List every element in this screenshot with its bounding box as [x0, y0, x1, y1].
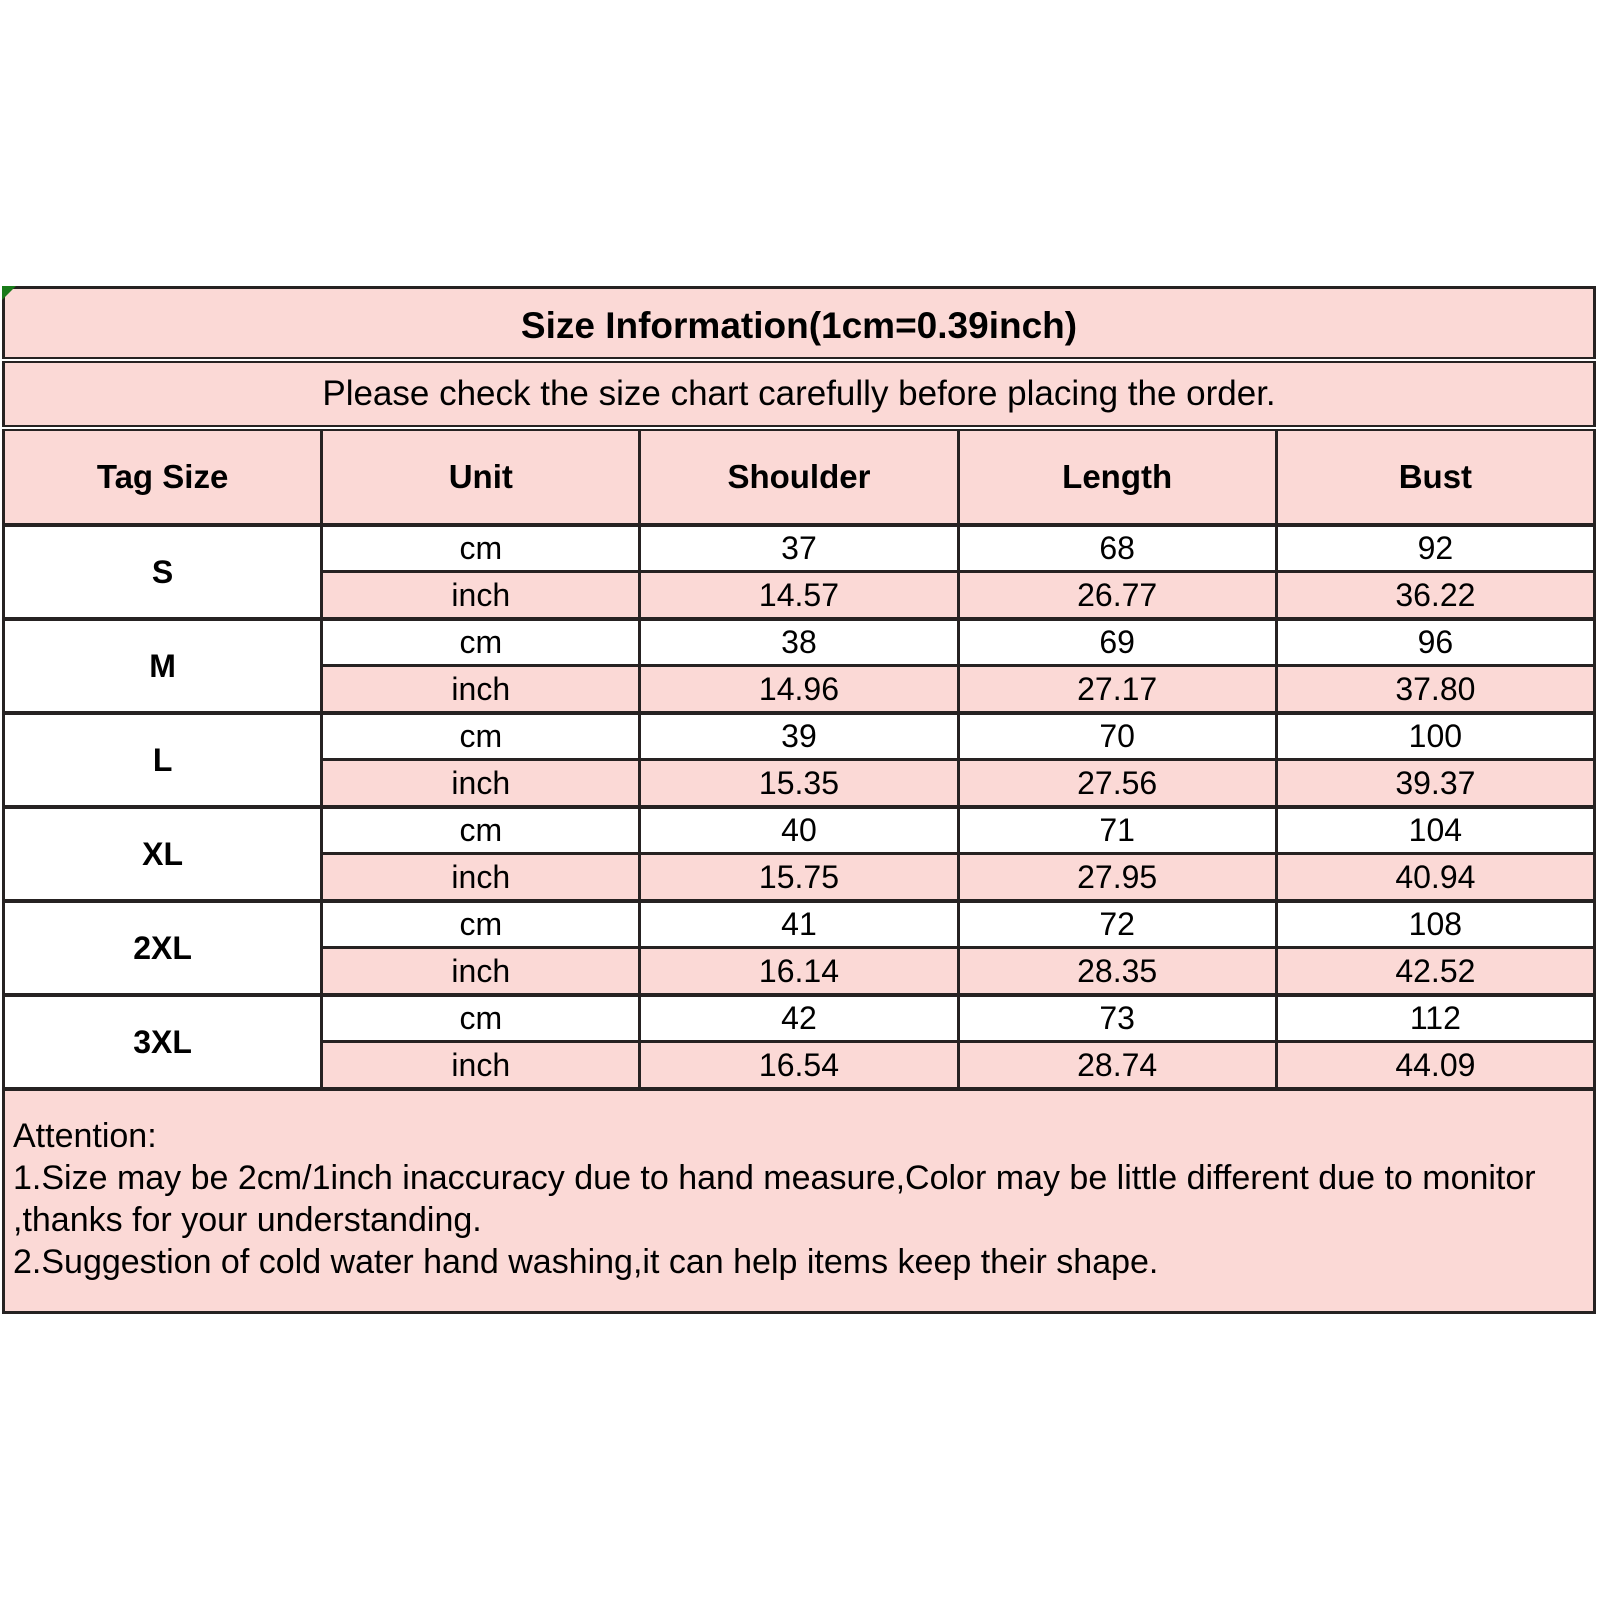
value-cell: 72	[958, 901, 1276, 948]
size-chart-table	[2, 286, 1596, 1314]
table-row	[4, 807, 1595, 854]
value-cell: 96	[1276, 619, 1594, 666]
unit-cell: inch	[322, 948, 640, 996]
value-cell: 68	[958, 525, 1276, 572]
green-corner-marker-icon	[2, 286, 16, 300]
tag-size-cell: XL	[4, 807, 322, 901]
unit-cell: cm	[322, 807, 640, 854]
value-cell: 39.37	[1276, 760, 1594, 808]
unit-cell: cm	[322, 995, 640, 1042]
value-cell: 40	[640, 807, 958, 854]
value-cell: 112	[1276, 995, 1594, 1042]
value-cell: 100	[1276, 713, 1594, 760]
table-row	[4, 901, 1595, 948]
value-cell: 28.74	[958, 1042, 1276, 1090]
unit-cell: inch	[322, 760, 640, 808]
value-cell: 41	[640, 901, 958, 948]
value-cell: 42	[640, 995, 958, 1042]
value-cell: 44.09	[1276, 1042, 1594, 1090]
value-cell: 92	[1276, 525, 1594, 572]
attention-line: 1.Size may be 2cm/1inch inaccuracy due to hand measure,Color may be little different due to monitor	[13, 1159, 1536, 1197]
table-row	[4, 713, 1595, 760]
table-row	[4, 619, 1595, 666]
table-title-row	[4, 288, 1595, 361]
column-header-length: Length	[958, 428, 1276, 525]
value-cell: 27.17	[958, 666, 1276, 714]
value-cell: 40.94	[1276, 854, 1594, 902]
tag-size-cell: M	[4, 619, 322, 713]
value-cell: 104	[1276, 807, 1594, 854]
attention-line: ,thanks for your understanding.	[13, 1201, 482, 1239]
attention-note	[4, 1089, 1595, 1313]
value-cell: 42.52	[1276, 948, 1594, 996]
value-cell: 73	[958, 995, 1276, 1042]
value-cell: 16.54	[640, 1042, 958, 1090]
column-header-row	[4, 428, 1595, 525]
value-cell: 14.57	[640, 572, 958, 620]
value-cell: 38	[640, 619, 958, 666]
value-cell: 39	[640, 713, 958, 760]
column-header-unit: Unit	[322, 428, 640, 525]
value-cell: 16.14	[640, 948, 958, 996]
attention-row	[4, 1089, 1595, 1313]
value-cell: 36.22	[1276, 572, 1594, 620]
value-cell: 28.35	[958, 948, 1276, 996]
value-cell: 37.80	[1276, 666, 1594, 714]
table-row	[4, 995, 1595, 1042]
value-cell: 27.56	[958, 760, 1276, 808]
tag-size-cell: 3XL	[4, 995, 322, 1089]
value-cell: 69	[958, 619, 1276, 666]
attention-heading: Attention:	[13, 1117, 157, 1155]
table-row	[4, 525, 1595, 572]
table-subtitle: Please check the size chart carefully before placing the order.	[4, 360, 1595, 428]
value-cell: 14.96	[640, 666, 958, 714]
attention-line: 2.Suggestion of cold water hand washing,it can help items keep their shape.	[13, 1243, 1159, 1281]
tag-size-cell: 2XL	[4, 901, 322, 995]
unit-cell: inch	[322, 854, 640, 902]
unit-cell: inch	[322, 572, 640, 620]
value-cell: 108	[1276, 901, 1594, 948]
value-cell: 71	[958, 807, 1276, 854]
column-header-shoulder: Shoulder	[640, 428, 958, 525]
tag-size-cell: L	[4, 713, 322, 807]
value-cell: 15.35	[640, 760, 958, 808]
column-header-bust: Bust	[1276, 428, 1594, 525]
unit-cell: cm	[322, 901, 640, 948]
unit-cell: cm	[322, 525, 640, 572]
value-cell: 26.77	[958, 572, 1276, 620]
value-cell: 37	[640, 525, 958, 572]
unit-cell: inch	[322, 666, 640, 714]
column-header-tag-size: Tag Size	[4, 428, 322, 525]
value-cell: 27.95	[958, 854, 1276, 902]
table-subtitle-row	[4, 360, 1595, 428]
table-title: Size Information(1cm=0.39inch)	[4, 288, 1595, 361]
unit-cell: inch	[322, 1042, 640, 1090]
unit-cell: cm	[322, 619, 640, 666]
value-cell: 15.75	[640, 854, 958, 902]
size-chart	[2, 286, 1596, 1314]
value-cell: 70	[958, 713, 1276, 760]
unit-cell: cm	[322, 713, 640, 760]
tag-size-cell: S	[4, 525, 322, 619]
